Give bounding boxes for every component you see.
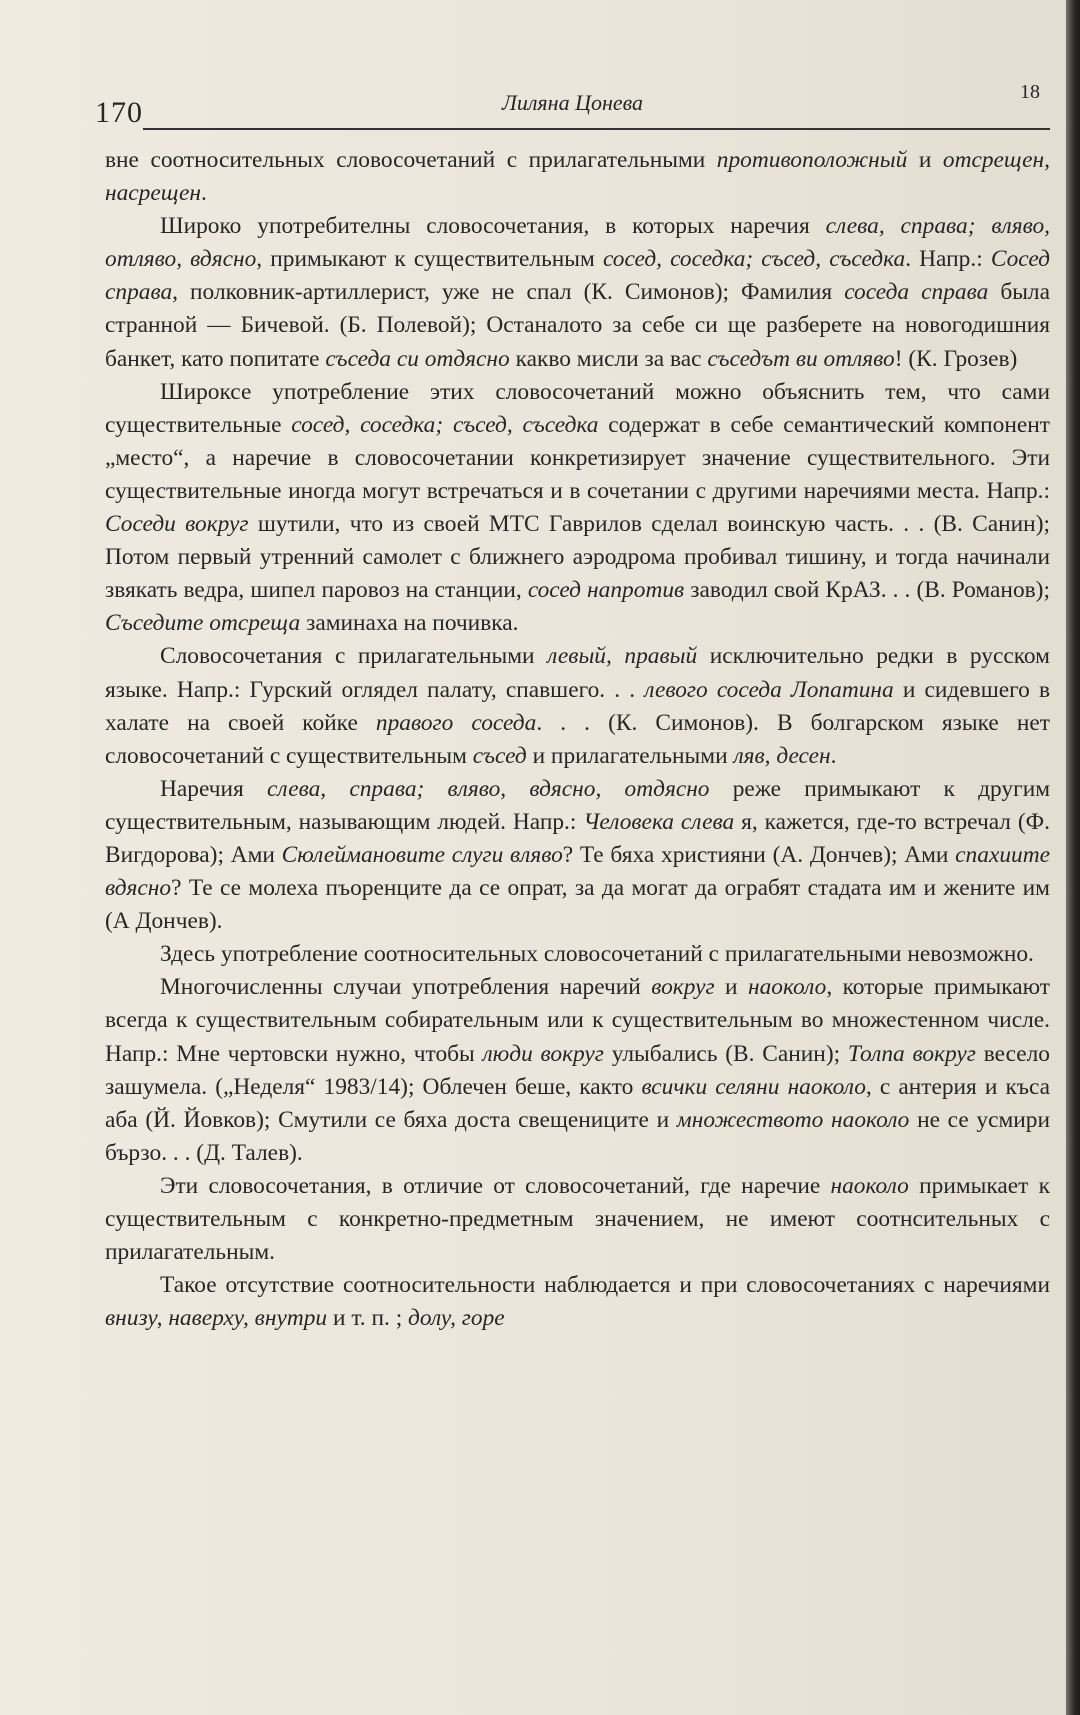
example-phrase: левый, правый	[547, 643, 698, 670]
text-run: и т. п. ;	[327, 1305, 409, 1332]
example-phrase: сосед напротив	[527, 577, 685, 604]
example-phrase: слева, справа; вляво, вдясно, отдясно	[267, 775, 710, 802]
example-phrase: съседа си отдясно	[325, 345, 510, 372]
text-run: не се усмири бързо. . . (Д. Талев).	[105, 1106, 1050, 1166]
text-run: Такое отсутствие соотносительности наблюдается и при словосочетаниях с наречиями	[160, 1272, 1050, 1299]
example-phrase: долу, горе	[408, 1305, 505, 1332]
example-phrase: противоположный	[716, 147, 908, 173]
paragraph	[105, 773, 1050, 938]
text-run: , с антерия и къса аба (Й. Йовков); Смутили се бяха доста свещениците и	[105, 1073, 1051, 1133]
example-phrase: съсед	[472, 742, 527, 769]
text-run: заводил свой КрАЗ. . . (В. Романов);	[684, 577, 1050, 604]
text-run: была странной — Бичевой. (Б. Полевой); Останалото за себе си ще разберете на новогодишния банкет, като попитате	[105, 279, 1050, 372]
example-phrase: вокруг	[651, 974, 715, 1001]
example-phrase: наоколо	[830, 1172, 909, 1199]
example-phrase: отсрещен, насрещен	[105, 147, 1050, 207]
text-run: Многочисленны случаи употребления наречий	[160, 974, 652, 1001]
text-run: Широко употребителны словосочетания, в которых наречия	[160, 213, 826, 240]
text-run: Здесь употребление соотносительных словосочетаний с прилагательными невозможно.	[160, 941, 1034, 968]
text-run: вне соотносительных словосочетаний с прилагательными	[105, 147, 717, 173]
text-run: весело зашумела. („Неделя“ 1983/14); Облечен беше, както	[105, 1040, 1050, 1100]
text-run: , которые примыкают всегда к существительным собирательным или к существительным во множестенном числе. Напр.: Мне чертовски нужно, чтобы	[105, 974, 1050, 1067]
text-run: шутили, что из своей МТС Гаврилов сделал воинскую часть. . . (В. Санин); Потом первый утренний самолет с ближнего аэродрома пробивал тишину, и тогда начинали звякать ведра, шипел паровоз на станции,	[105, 511, 1050, 604]
example-phrase: сосед, соседка; съсед, съседка	[291, 411, 599, 438]
text-run: Широксе употребление этих словосочетаний можно объяснить тем, что сами существительные	[105, 378, 1050, 438]
text-run: , примыкают к существительным	[256, 246, 603, 273]
paragraph	[105, 144, 1050, 210]
text-run: я, кажется, где-то встречал (Ф. Вигдорова); Ами	[105, 808, 1050, 868]
text-run: ? Те се молеха пъоренците да се опрат, за да могат да ограбят стадата им и жените им (А Дончев).	[105, 875, 1050, 935]
example-phrase: наоколо	[747, 974, 827, 1001]
text-run: реже примыкают к другим существительным, называющим людей. Напр.:	[105, 775, 1051, 835]
text-run: и	[907, 147, 943, 173]
example-phrase: Человека слева	[583, 808, 735, 835]
body-text	[105, 144, 1050, 1335]
example-phrase: левого соседа Лопатина	[644, 676, 894, 703]
text-run: какво мисли за вас	[509, 345, 708, 372]
text-run: , полковник-артиллерист, уже не спал (К. Симонов); Фамилия	[172, 279, 845, 306]
running-head: Лиляна Цонева	[501, 90, 644, 115]
text-run: улыбались (В. Санин);	[603, 1040, 848, 1067]
example-phrase: сосед, соседка; съсед, съседка	[602, 246, 906, 273]
paragraph	[105, 938, 1050, 971]
text-run: исключительно редки в русском языке. Напр.: Гурский оглядел палату, спавшего. . .	[105, 643, 1050, 703]
text-run: ! (К. Грозев)	[894, 345, 1018, 372]
paragraph	[105, 971, 1050, 1170]
text-run: .	[830, 742, 837, 769]
example-phrase: Съседите отсреща	[105, 610, 301, 637]
example-phrase: соседа справа	[844, 279, 989, 306]
text-run: . . . (К. Симонов). В болгарском языке нет словосочетаний с существительным	[105, 709, 1050, 769]
text-run: ? Те бяха християни (А. Дончев); Ами	[562, 841, 956, 868]
page-edge-shadow	[1066, 0, 1080, 1715]
text-run: Словосочетания с прилагательными	[160, 643, 548, 670]
text-run: . Напр.:	[905, 246, 991, 273]
example-phrase: ляв, десен	[733, 742, 831, 769]
text-run: .	[200, 180, 207, 207]
text-run: содержат в себе семантический компонент „место“, а наречие в словосочетании конкретизирует значение существительного. Эти существительные иногда могут встречаться и в сочетании с другими наречиями места. Напр.:	[105, 411, 1050, 504]
text-run: и прилагательными	[526, 742, 734, 769]
text-run: и	[714, 974, 748, 1001]
text-run: примыкает к существительным с конкретно-предметным значением, не имеют соотнсительных с прилагательным.	[105, 1172, 1050, 1266]
page-header	[95, 78, 1050, 136]
paragraph	[105, 1269, 1050, 1335]
example-phrase: съседът ви отляво	[707, 345, 895, 372]
example-phrase: Сосед справа	[105, 246, 1050, 306]
example-phrase: правого соседа	[375, 709, 537, 736]
signature-mark: 18	[1020, 81, 1040, 103]
example-phrase: слева, справа; вляво, отляво, вдясно	[105, 213, 1050, 273]
text-run: Эти словосочетания, в отличие от словосочетаний, где наречие	[160, 1172, 831, 1199]
example-phrase: спахиите вдясно	[105, 841, 1050, 902]
example-phrase: Соседи вокруг	[105, 511, 249, 538]
example-phrase: Сюлеймановите слуги вляво	[281, 841, 563, 868]
example-phrase: внизу, наверху, внутри	[105, 1305, 328, 1332]
example-phrase: Толпа вокруг	[847, 1040, 976, 1067]
text-run: и сидевшего в халате на своей койке	[105, 676, 1050, 736]
paragraph	[105, 210, 1050, 375]
page-number: 170	[95, 96, 143, 129]
paragraph	[105, 640, 1050, 772]
paragraph	[105, 376, 1050, 641]
paragraph	[105, 1170, 1050, 1269]
example-phrase: люди вокруг	[482, 1040, 604, 1067]
header-rule	[143, 128, 1050, 130]
example-phrase: всички селяни наоколо	[641, 1073, 866, 1100]
text-run: заминаха на почивка.	[300, 610, 519, 637]
text-run: Наречия	[160, 775, 268, 802]
example-phrase: множеството наоколо	[676, 1106, 910, 1133]
